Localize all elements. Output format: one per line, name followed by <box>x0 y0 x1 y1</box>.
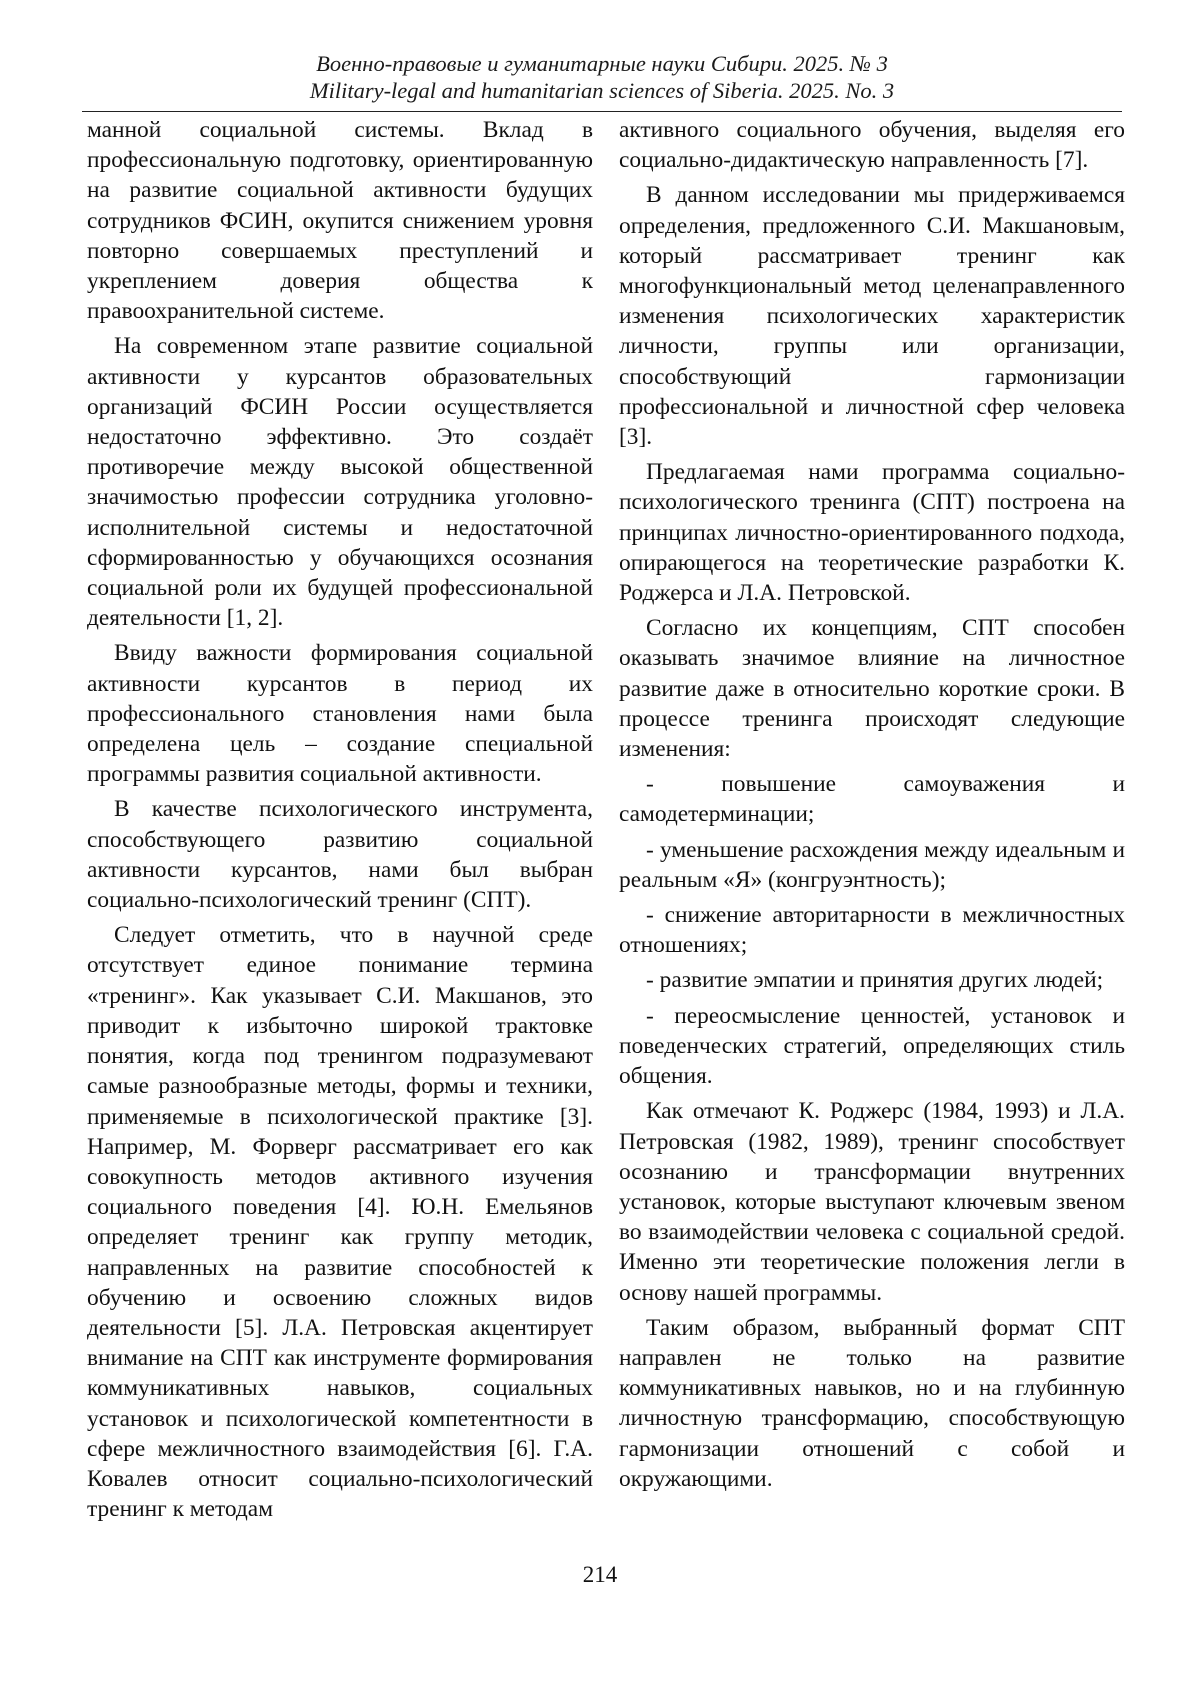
left-column <box>87 115 593 1529</box>
paragraph: В данном исследовании мы придерживаемся определения, предложенного С.И. Макшановым, который рассматривает тренинг как многофункциональный метод целенаправленного изменения психологических характеристик личности, группы или организации, способствующий гармонизации профессиональной и личностной сфер человека [3]. <box>619 182 1125 451</box>
paragraph: Ввиду важности формирования социальной активности курсантов в период их профессионального становления нами была определена цель – создание специальной программы развития социальной активности. <box>87 640 593 788</box>
paragraph: В качестве психологического инструмента, способствующего развитию социальной активности курсантов, нами был выбран социально-психологический тренинг (СПТ). <box>87 796 593 914</box>
list-item: - переосмысление ценностей, установок и поведенческих стратегий, определяющих стиль общения. <box>619 1002 1125 1090</box>
paragraph: На современном этапе развитие социальной активности у курсантов образовательных организаций ФСИН России осуществляется недостаточно эффективно. Это создаёт противоречие между высокой общественной значимостью профессии сотрудника уголовно-исполнительной системы и недостаточной сформированностью у обучающихся осознания социальной роли их будущей профессиональной деятельности [1, 2]. <box>87 333 593 632</box>
journal-title-en: Military-legal and humanitarian sciences of Siberia. 2025. No. 3 <box>309 78 895 103</box>
paragraph: Предлагаемая нами программа социально-психологического тренинга (СПТ) построена на принципах личностно-ориентированного подхода, опирающегося на теоретические разработки К. Роджерса и Л.А. Петровской. <box>619 459 1125 607</box>
list-item: - уменьшение расхождения между идеальным и реальным «Я» (конгруэнтность); <box>619 836 1125 893</box>
list-item: - повышение самоуважения и самодетерминации; <box>619 771 1125 828</box>
right-column <box>619 115 1125 1499</box>
paragraph: манной социальной системы. Вклад в профессиональную подготовку, ориентированную на развитие социальной активности будущих сотрудников ФСИН, окупится снижением уровня повторно совершаемых преступлений и укреплением доверия общества к правоохранительной системе. <box>87 117 593 325</box>
page-number: 214 <box>582 1562 618 1587</box>
journal-header <box>82 50 1122 104</box>
list-item: - снижение авторитарности в межличностных отношениях; <box>619 902 1125 959</box>
paragraph: Как отмечают К. Роджерс (1984, 1993) и Л.А. Петровская (1982, 1989), тренинг способствует осознанию и трансформации внутренних установок, которые выступают ключевым звеном во взаимодействии человека с социальной средой. Именно эти теоретические положения легли в основу нашей программы. <box>619 1098 1125 1306</box>
header-rule <box>82 111 1122 112</box>
list-item: - развитие эмпатии и принятия других людей; <box>646 967 1104 994</box>
paragraph: активного социального обучения, выделяя его социально-дидактическую направленность [7]. <box>619 117 1125 174</box>
paragraph: Следует отметить, что в научной среде отсутствует единое понимание термина «тренинг». Как указывает С.И. Макшанов, это приводит к избыточно широкой трактовке понятия, когда под тренингом подразумевают самые разнообразные методы, формы и техники, применяемые в психологической практике [3]. Например, М. Форверг рассматривает его как совокупность методов активного изучения социального поведения [4]. Ю.Н. Емельянов определяет тренинг как группу методик, направленных на развитие способностей к обучению и освоению сложных видов деятельности [5]. Л.А. Петровская акцентирует внимание на СПТ как инструменте формирования коммуникативных навыков, социальных установок и психологической компетентности в сфере межличностного взаимодействия [6]. Г.А. Ковалев относит социально-психологический тренинг к методам <box>87 922 593 1523</box>
paragraph: Таким образом, выбранный формат СПТ направлен не только на развитие коммуникативных навыков, но и на глубинную личностную трансформацию, способствующую гармонизации отношений с собой и окружающими. <box>619 1314 1125 1492</box>
journal-title-ru: Военно-правовые и гуманитарные науки Сибири. 2025. № 3 <box>316 51 888 76</box>
paragraph: Согласно их концепциям, СПТ способен оказывать значимое влияние на личностное развитие даже в относительно короткие сроки. В процессе тренинга происходят следующие изменения: <box>619 615 1125 763</box>
